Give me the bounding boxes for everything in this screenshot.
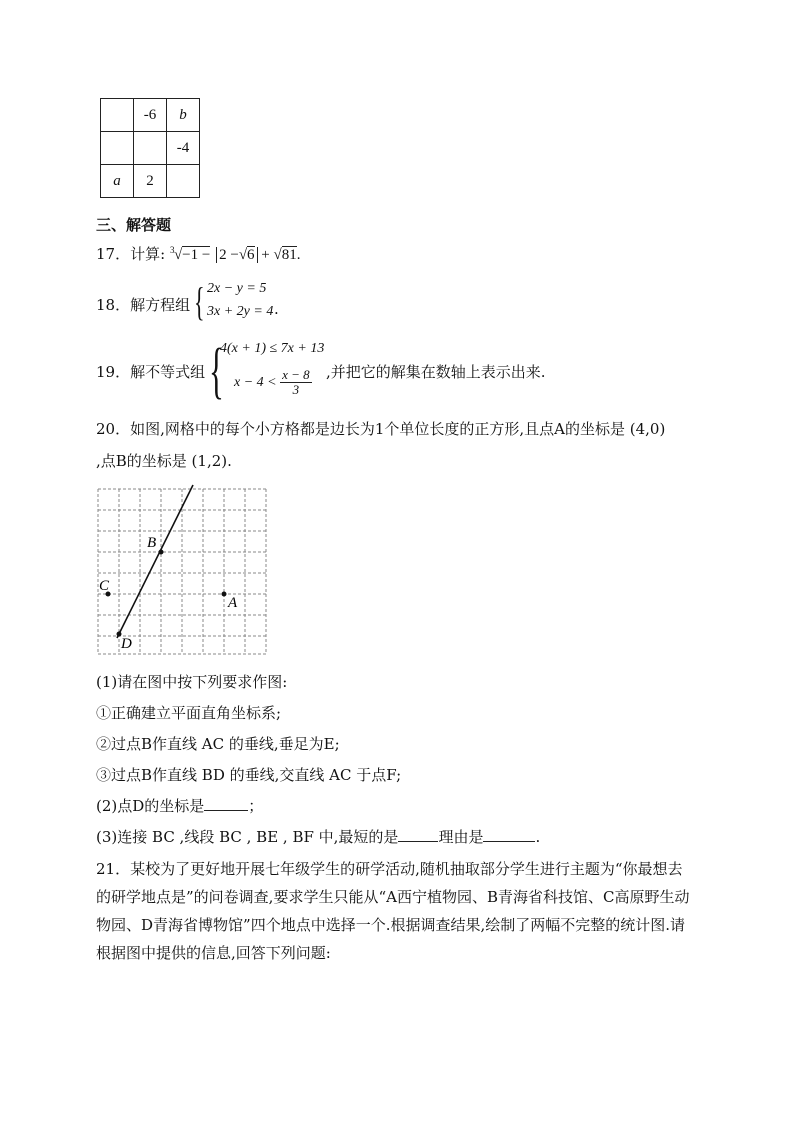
question-number: 19． (96, 363, 131, 381)
table-cell (101, 99, 134, 132)
label-d: D (121, 636, 132, 652)
section-title: 三、解答题 (96, 216, 172, 234)
question-19 (96, 361, 205, 382)
table-row (101, 165, 200, 198)
q20-part1c: ③过点B作直线 BD 的垂线,交直线 AC 于点F; (96, 766, 402, 784)
inequality-1: 4(x + 1) ≤ 7x + 13 (220, 341, 325, 356)
q20-part2: (2)点D的坐标是 ； (96, 797, 264, 815)
q20-part3: (3)连接 BC ,线段 BC , BE , BF 中,最短的是 理由是 . (96, 828, 541, 846)
cube-root-expression: 3 √−1 − 2 −√6 + √81. (169, 245, 301, 263)
grid-lines (98, 489, 266, 654)
table-cell: -6 (134, 99, 167, 132)
table-cell (101, 132, 134, 165)
question-number: 18． (96, 296, 131, 314)
table-cell (134, 132, 167, 165)
brace-symbol: { (209, 337, 224, 405)
grid-figure (95, 482, 275, 657)
table-row (101, 99, 200, 132)
answer-blank (398, 841, 438, 842)
question-18 (96, 294, 190, 315)
q20-part1a: ①正确建立平面直角坐标系; (96, 704, 282, 722)
question-text: 解方程组 (130, 296, 191, 314)
table-cell: -4 (167, 132, 200, 165)
q20-part1b: ②过点B作直线 AC 的垂线,垂足为E; (96, 735, 340, 753)
q20-part1: (1)请在图中按下列要求作图: (96, 673, 288, 691)
label-a: A (228, 595, 238, 611)
question-21: 21．某校为了更好地开展七年级学生的研学活动,随机抽取部分学生进行主题为“你最想去的研学地点是”的问卷调查,要求学生只能从“A西宁植物园、B青海省科技馆、C高原野生动物园、D青海省博物馆”四个地点中选择一个.根据调查结果,绘制了两幅不完整的统计图.请根据图中提供的信息,回答下列问题: (96, 860, 690, 962)
label-b: B (147, 535, 157, 551)
question-17 (96, 243, 301, 264)
question-text-tail: ,并把它的解集在数轴上表示出来. (326, 363, 546, 381)
question-text: 计算: (130, 245, 166, 263)
table-cell: 2 (134, 165, 167, 198)
brace-symbol: { (194, 279, 205, 324)
table-row (101, 132, 200, 165)
point-a (222, 592, 227, 597)
label-c: C (99, 578, 110, 594)
table-cell (167, 165, 200, 198)
equation-1: 2x − y = 5 (207, 281, 267, 296)
question-number: 17． (96, 245, 131, 263)
point-b (159, 550, 164, 555)
equation-2: 3x + 2y = 4 (207, 304, 274, 319)
answer-blank (204, 810, 248, 811)
inequality-2: x − 4 < $\frac{x - 8}{3}$ (234, 367, 310, 398)
period: . (274, 300, 279, 318)
number-grid-table (100, 98, 200, 198)
question-20-line1: 20．如图,网格中的每个小方格都是边长为1个单位长度的正方形,且点A的坐标是 (4,0) (96, 420, 666, 438)
question-text: 解不等式组 (130, 363, 206, 381)
table-cell: a (101, 165, 134, 198)
question-20-line2: ,点B的坐标是 (1,2). (96, 452, 232, 470)
answer-blank (483, 841, 535, 842)
table-cell: b (167, 99, 200, 132)
